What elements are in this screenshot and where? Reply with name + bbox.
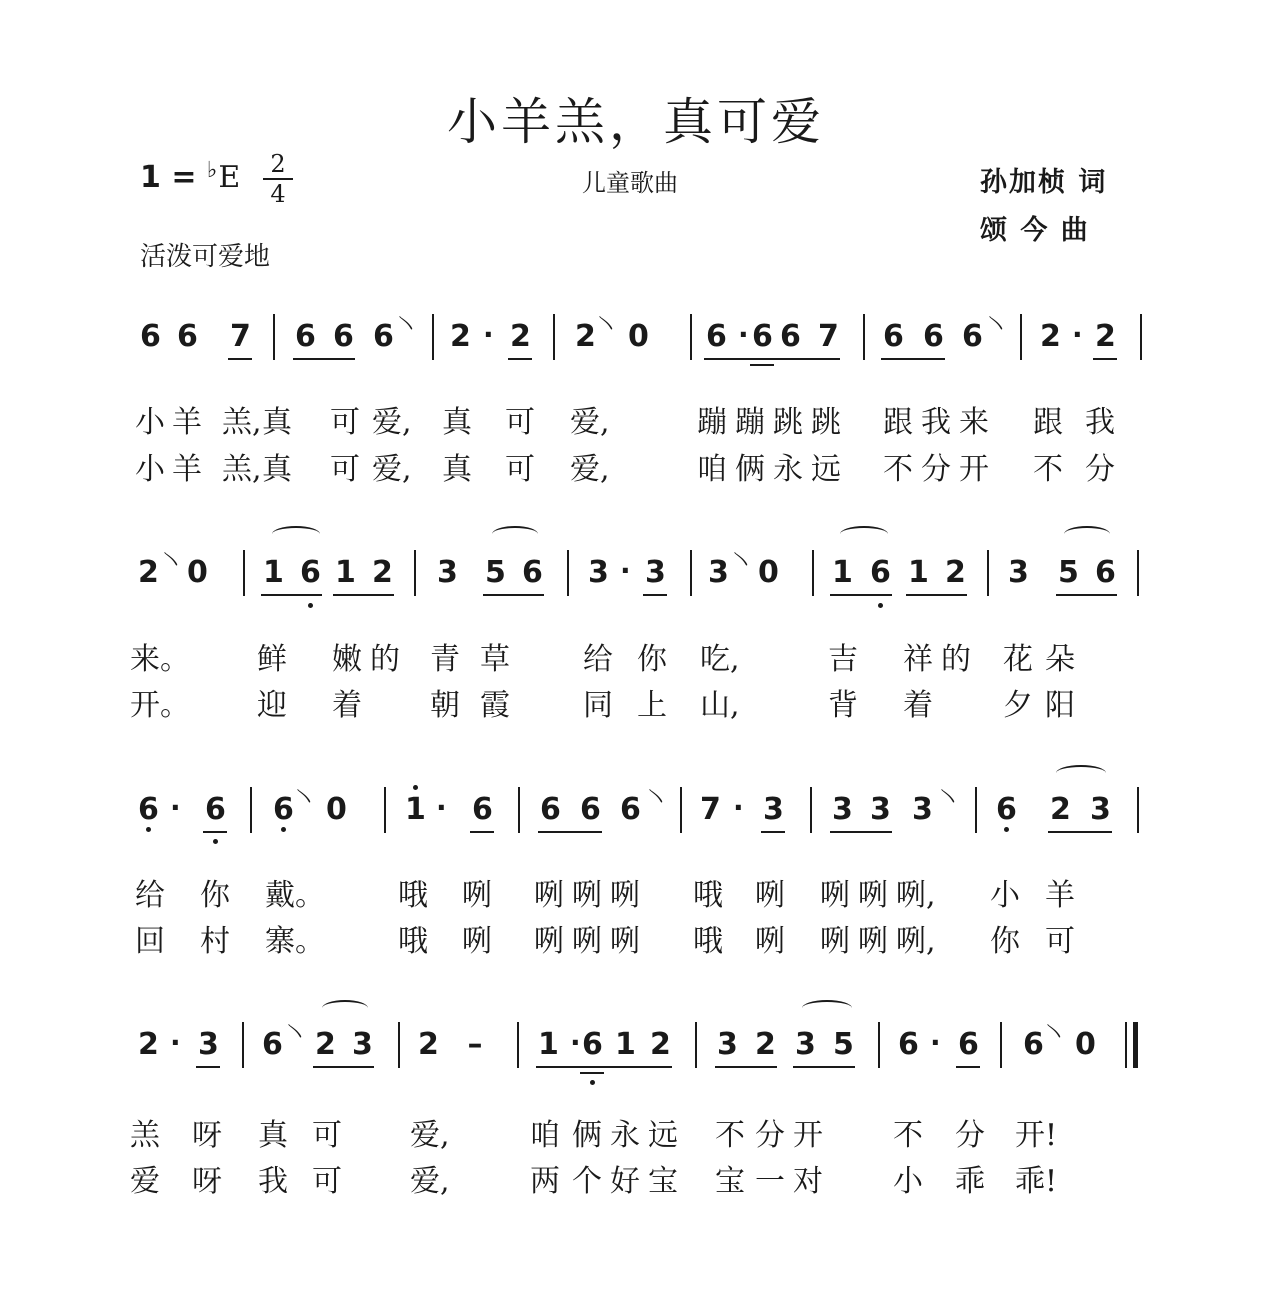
low-dot	[213, 839, 218, 844]
lyric: 不	[893, 1118, 923, 1153]
low-dot	[1004, 827, 1009, 832]
note: 3	[352, 1027, 373, 1062]
note: 2	[575, 319, 596, 354]
note: 0	[758, 555, 779, 590]
lyric: 爱	[130, 1164, 160, 1199]
lyric: 分	[1085, 452, 1115, 487]
lyric: 着	[903, 688, 933, 723]
underline	[538, 831, 602, 833]
lyric: 小	[893, 1164, 923, 1199]
underline	[203, 831, 227, 833]
barline	[810, 787, 812, 833]
note: 3	[1090, 792, 1111, 827]
barline	[553, 314, 555, 360]
lyric: 两	[530, 1164, 560, 1199]
lyric: 的	[370, 642, 400, 677]
lyric: 分	[755, 1118, 785, 1153]
augmentation-dot: ·	[170, 1026, 181, 1059]
lyric: 你	[200, 878, 230, 913]
barline	[1137, 787, 1139, 833]
note: 6	[996, 792, 1017, 827]
lyric: 咧	[610, 924, 640, 959]
note: 6	[522, 555, 543, 590]
lyric: 可	[1045, 924, 1075, 959]
note: 1	[405, 792, 426, 827]
genre-label: 儿童歌曲	[582, 169, 678, 197]
lyric: 夕	[1003, 688, 1033, 723]
barline	[250, 787, 252, 833]
barline	[863, 314, 865, 360]
slur	[1064, 526, 1110, 542]
note: 5	[485, 555, 506, 590]
lyric: 咱	[697, 452, 727, 487]
underline	[906, 594, 967, 596]
barline	[243, 550, 245, 596]
lyric: 真	[258, 1118, 288, 1153]
barline	[398, 1022, 400, 1068]
lyric: 草	[480, 642, 510, 677]
lyric: 花	[1003, 642, 1033, 677]
lyric: 上	[637, 688, 667, 723]
note: 6	[138, 792, 159, 827]
barline	[1137, 550, 1139, 596]
barline	[384, 787, 386, 833]
lyric: 远	[811, 452, 841, 487]
lyric: 给	[135, 878, 165, 913]
note: 5	[833, 1027, 854, 1062]
lyric: 俩	[572, 1118, 602, 1153]
lyric: 咧	[534, 924, 564, 959]
lyric: 哦	[398, 878, 428, 913]
lyric: 咱	[530, 1118, 560, 1153]
note: 3	[437, 555, 458, 590]
note: 1	[263, 555, 284, 590]
note: 1	[908, 555, 929, 590]
note: 2	[138, 1027, 159, 1062]
slur	[840, 526, 888, 542]
note: 6	[262, 1027, 283, 1062]
lyric: 咧,	[896, 924, 936, 959]
underline	[881, 358, 945, 360]
low-dot	[590, 1080, 595, 1085]
barline	[680, 787, 682, 833]
note: 3	[645, 555, 666, 590]
note: 6	[962, 319, 983, 354]
lyric: 可	[312, 1118, 342, 1153]
note: 6	[295, 319, 316, 354]
augmentation-dot: ·	[170, 791, 181, 824]
slur	[492, 526, 538, 542]
lyric: 羔	[130, 1118, 160, 1153]
lyric: 爱,	[372, 405, 412, 440]
note: 3	[763, 792, 784, 827]
lyric: 真	[442, 405, 472, 440]
lyric: 回	[135, 924, 165, 959]
note: 3	[1008, 555, 1029, 590]
note: 3	[588, 555, 609, 590]
barline	[1140, 314, 1142, 360]
note: 2	[650, 1027, 671, 1062]
barline	[987, 550, 989, 596]
underline	[483, 594, 544, 596]
note: 6	[177, 319, 198, 354]
lyric: 咧	[534, 878, 564, 913]
lyric: 寨。	[265, 924, 325, 959]
lyric: 你	[637, 642, 667, 677]
underline	[293, 358, 355, 360]
note: 6	[870, 555, 891, 590]
underline	[196, 1066, 220, 1068]
lyric: 我	[921, 405, 951, 440]
key-equals: =	[171, 160, 197, 195]
underline	[228, 358, 252, 360]
underline	[333, 594, 394, 596]
lyric: 咧	[820, 924, 850, 959]
lyric: 给	[583, 642, 613, 677]
note: 2	[1040, 319, 1061, 354]
breath-mark: 〵	[395, 311, 420, 338]
note: 1	[832, 555, 853, 590]
barline	[695, 1022, 697, 1068]
lyric: 羊	[1045, 878, 1075, 913]
note: 6	[1023, 1027, 1044, 1062]
lyric: 永	[610, 1118, 640, 1153]
note: 2	[418, 1027, 439, 1062]
note: 3	[832, 792, 853, 827]
lyric: 背	[828, 688, 858, 723]
lyric: 羊	[172, 452, 202, 487]
note: 5	[1058, 555, 1079, 590]
low-dot	[878, 603, 883, 608]
lyric: 爱,	[372, 452, 412, 487]
low-dot	[308, 603, 313, 608]
breath-mark: 〵	[284, 1019, 309, 1046]
lyric: 吃,	[700, 642, 740, 677]
lyric: 咧	[462, 924, 492, 959]
note: 6	[540, 792, 561, 827]
lyric: 呀	[192, 1164, 222, 1199]
lyric: 真	[262, 452, 292, 487]
lyric: 宝	[715, 1164, 745, 1199]
underline	[830, 594, 892, 596]
lyric: 爱,	[410, 1118, 450, 1153]
lyric: 咧	[820, 878, 850, 913]
note: 6	[205, 792, 226, 827]
augmentation-dot: ·	[738, 318, 749, 351]
breath-mark: 〵	[595, 311, 620, 338]
note: 1	[335, 555, 356, 590]
note: 6	[580, 792, 601, 827]
note: 6	[752, 319, 773, 354]
slur	[1056, 765, 1106, 781]
lyric: 好	[610, 1164, 640, 1199]
note: 6	[140, 319, 161, 354]
meter-bottom: 4	[270, 180, 286, 208]
note: 6	[923, 319, 944, 354]
note: 2	[945, 555, 966, 590]
lyric: 我	[258, 1164, 288, 1199]
lyric: 朵	[1045, 642, 1075, 677]
note: 2	[138, 555, 159, 590]
note: 2	[510, 319, 531, 354]
composer-credit: 颂 今 曲	[980, 215, 1090, 246]
lyric: 羔,	[222, 452, 262, 487]
note: 2	[315, 1027, 336, 1062]
note: 1	[615, 1027, 636, 1062]
lyric: 嫩	[332, 642, 362, 677]
augmentation-dot: ·	[733, 791, 744, 824]
barline	[517, 1022, 519, 1068]
lyric: 可	[312, 1164, 342, 1199]
note: 1	[538, 1027, 559, 1062]
meter-top: 2	[270, 150, 286, 178]
note: 0	[628, 319, 649, 354]
lyric: 鲜	[257, 642, 287, 677]
lyric: 小	[135, 405, 165, 440]
lyric: 戴。	[265, 878, 325, 913]
augmentation-dot: ·	[436, 791, 447, 824]
note: 7	[230, 319, 251, 354]
note: 6	[706, 319, 727, 354]
lyric: 可	[330, 405, 360, 440]
lyric: 爱,	[570, 452, 610, 487]
underline	[643, 594, 667, 596]
underline	[470, 831, 494, 833]
tempo-marking: 活泼可爱地	[140, 242, 271, 272]
underline	[956, 1066, 980, 1068]
underline	[793, 1066, 855, 1068]
barline	[812, 550, 814, 596]
barline	[242, 1022, 244, 1068]
lyric: 远	[648, 1118, 678, 1153]
lyric: 青	[430, 642, 460, 677]
lyric: 迎	[257, 688, 287, 723]
lyric: 分	[955, 1118, 985, 1153]
lyric: 对	[793, 1164, 823, 1199]
lyric: 咧	[462, 878, 492, 913]
lyric: 哦	[693, 924, 723, 959]
lyric: 开。	[130, 688, 190, 723]
barline	[1000, 1022, 1002, 1068]
barline	[567, 550, 569, 596]
lyric: 同	[583, 688, 613, 723]
key-tonic: E	[218, 160, 241, 195]
barline	[414, 550, 416, 596]
lyric: 吉	[828, 642, 858, 677]
lyric: 真	[262, 405, 292, 440]
underline	[1056, 594, 1117, 596]
underline	[313, 1066, 374, 1068]
lyric: 宝	[648, 1164, 678, 1199]
slur	[272, 526, 320, 542]
breath-mark: 〵	[293, 784, 318, 811]
note: 0	[326, 792, 347, 827]
breath-mark: 〵	[985, 311, 1010, 338]
note: 6	[333, 319, 354, 354]
lyric: 哦	[693, 878, 723, 913]
underline	[580, 1072, 604, 1074]
lyric: 来。	[130, 642, 190, 677]
underline	[1048, 831, 1112, 833]
note: 6	[958, 1027, 979, 1062]
note: 3	[198, 1027, 219, 1062]
lyric: 蹦	[697, 405, 727, 440]
lyric: 个	[572, 1164, 602, 1199]
lyric: 乖	[955, 1164, 985, 1199]
lyric: 小	[135, 452, 165, 487]
lyric: 开!	[1015, 1118, 1058, 1153]
low-dot	[281, 827, 286, 832]
lyric: 爱,	[410, 1164, 450, 1199]
note: 6	[472, 792, 493, 827]
dash: –	[467, 1027, 483, 1062]
note: 6	[300, 555, 321, 590]
note: 2	[450, 319, 471, 354]
lyric: 可	[330, 452, 360, 487]
note: 6	[1095, 555, 1116, 590]
lyric: 永	[773, 452, 803, 487]
lyric: 哦	[398, 924, 428, 959]
underline	[508, 358, 532, 360]
final-barline	[1133, 1022, 1138, 1068]
barline	[1125, 1022, 1127, 1068]
note: 2	[372, 555, 393, 590]
lyric: 咧	[858, 878, 888, 913]
lyric: 跟	[1033, 405, 1063, 440]
note: 2	[755, 1027, 776, 1062]
lyric: 咧	[858, 924, 888, 959]
note: 3	[870, 792, 891, 827]
underline	[830, 831, 892, 833]
breath-mark: 〵	[730, 547, 755, 574]
lyricist-credit: 孙加桢 词	[980, 167, 1108, 198]
breath-mark: 〵	[160, 547, 185, 574]
note: 6	[883, 319, 904, 354]
lyric: 的	[941, 642, 971, 677]
lyric: 蹦	[735, 405, 765, 440]
note: 2	[1095, 319, 1116, 354]
lyric: 不	[1033, 452, 1063, 487]
barline	[518, 787, 520, 833]
underline	[715, 1066, 777, 1068]
augmentation-dot: ·	[483, 318, 494, 351]
underline	[261, 594, 322, 596]
key-tonic-one: 1	[140, 160, 161, 195]
low-dot	[146, 827, 151, 832]
lyric: 来	[959, 405, 989, 440]
lyric: 咧	[755, 924, 785, 959]
flat-icon: ♭	[206, 158, 218, 183]
lyric: 朝	[430, 688, 460, 723]
lyric: 不	[883, 452, 913, 487]
lyric: 羊	[172, 405, 202, 440]
barline	[975, 787, 977, 833]
lyric: 咧	[572, 924, 602, 959]
augmentation-dot: ·	[1072, 318, 1083, 351]
underline	[1093, 358, 1117, 360]
note: 3	[912, 792, 933, 827]
slur	[802, 1000, 852, 1016]
lyric: 不	[715, 1118, 745, 1153]
lyric: 咧,	[896, 878, 936, 913]
barline	[690, 550, 692, 596]
lyric: 俩	[735, 452, 765, 487]
note: 6	[780, 319, 801, 354]
lyric: 一	[755, 1164, 785, 1199]
song-title: 小羊羔，真可爱	[447, 93, 825, 151]
note: 0	[1075, 1027, 1096, 1062]
augmentation-dot: ·	[620, 554, 631, 587]
lyric: 阳	[1045, 688, 1075, 723]
lyric: 乖!	[1015, 1164, 1058, 1199]
lyric: 可	[505, 452, 535, 487]
lyric: 村	[200, 924, 230, 959]
lyric: 咧	[572, 878, 602, 913]
note: 3	[717, 1027, 738, 1062]
note: 3	[795, 1027, 816, 1062]
note: 2	[1050, 792, 1071, 827]
slur	[322, 1000, 368, 1016]
underline	[761, 831, 785, 833]
lyric: 跳	[773, 405, 803, 440]
lyric: 开	[793, 1118, 823, 1153]
lyric: 爱,	[570, 405, 610, 440]
lyric: 你	[990, 924, 1020, 959]
lyric: 呀	[192, 1118, 222, 1153]
barline	[1020, 314, 1022, 360]
note: 3	[708, 555, 729, 590]
breath-mark: 〵	[645, 784, 670, 811]
breath-mark: 〵	[937, 784, 962, 811]
underline	[536, 1066, 672, 1068]
lyric: 咧	[610, 878, 640, 913]
lyric: 跳	[811, 405, 841, 440]
augmentation-dot: ·	[930, 1026, 941, 1059]
barline	[690, 314, 692, 360]
lyric: 真	[442, 452, 472, 487]
note: 6	[620, 792, 641, 827]
underline	[704, 358, 840, 360]
lyric: 我	[1085, 405, 1115, 440]
lyric: 咧	[755, 878, 785, 913]
lyric: 羔,	[222, 405, 262, 440]
lyric: 开	[959, 452, 989, 487]
note: 6	[898, 1027, 919, 1062]
note: 7	[818, 319, 839, 354]
augmentation-dot: ·	[570, 1026, 581, 1059]
lyric: 可	[505, 405, 535, 440]
barline	[432, 314, 434, 360]
barline	[878, 1022, 880, 1068]
lyric: 祥	[903, 642, 933, 677]
lyric: 山,	[700, 688, 740, 723]
note: 6	[582, 1027, 603, 1062]
lyric: 跟	[883, 405, 913, 440]
breath-mark: 〵	[1043, 1019, 1068, 1046]
note: 6	[373, 319, 394, 354]
lyric: 着	[332, 688, 362, 723]
lyric: 小	[990, 878, 1020, 913]
barline	[273, 314, 275, 360]
lyric: 霞	[480, 688, 510, 723]
underline	[750, 364, 774, 366]
lyric: 分	[921, 452, 951, 487]
high-dot	[413, 785, 418, 790]
note: 7	[700, 792, 721, 827]
note: 6	[273, 792, 294, 827]
note: 0	[187, 555, 208, 590]
